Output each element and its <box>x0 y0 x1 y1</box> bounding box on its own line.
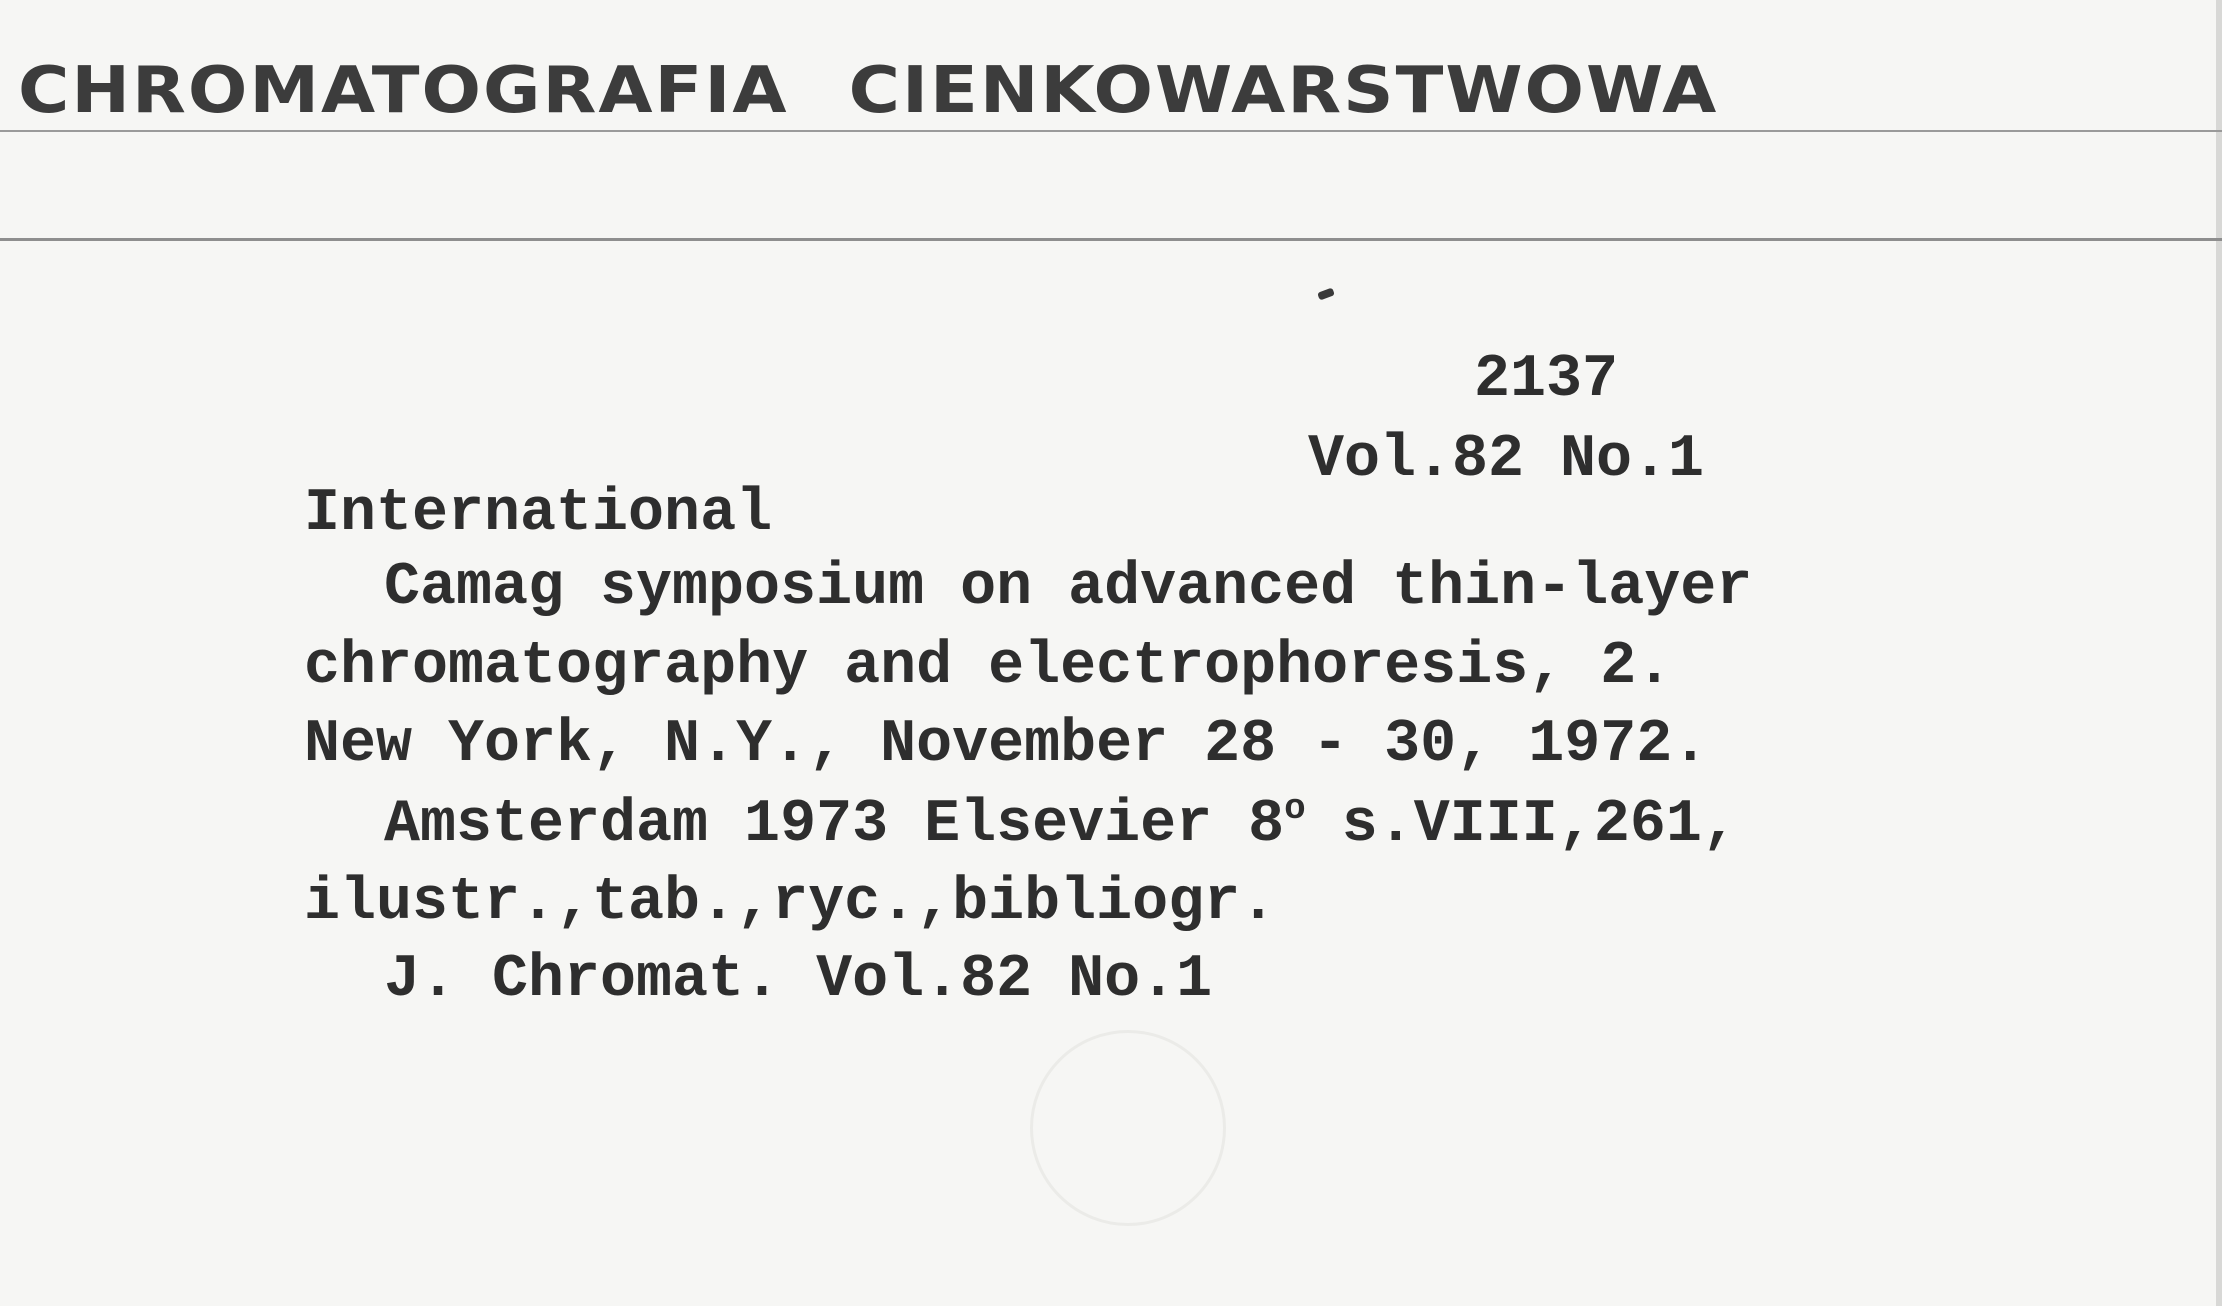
physical-description: ilustr.,tab.,ryc.,bibliogr. <box>304 869 1277 937</box>
main-entry: International <box>304 480 773 548</box>
card-edge <box>2216 0 2222 1306</box>
series-note: J. Chromat. Vol.82 No.1 <box>384 946 1213 1014</box>
call-number: 2137 <box>1474 346 1619 414</box>
subject-heading-word1: CHROMATOGRAFIA <box>18 52 789 128</box>
volume-info: Vol.82 No.1 <box>1308 426 1705 494</box>
heading-bottom-rule <box>0 238 2222 241</box>
title-line-2: chromatography and electrophoresis, 2. <box>304 633 1673 701</box>
faint-stamp-circle <box>1030 1030 1226 1226</box>
subject-heading <box>18 52 1718 127</box>
imprint-part-2: s.VIII,261, <box>1305 791 1738 859</box>
title-line-1: Camag symposium on advanced thin-layer <box>384 554 1753 622</box>
heading-rule <box>0 130 2222 132</box>
ink-mark <box>1317 288 1335 301</box>
format-superscript: o <box>1284 788 1306 829</box>
imprint-part-1: Amsterdam 1973 Elsevier 8 <box>384 791 1285 859</box>
imprint-line <box>384 788 1738 861</box>
subject-heading-word2: CIENKOWARSTWOWA <box>848 52 1719 128</box>
title-line-3: New York, N.Y., November 28 - 30, 1972. <box>304 711 1709 779</box>
